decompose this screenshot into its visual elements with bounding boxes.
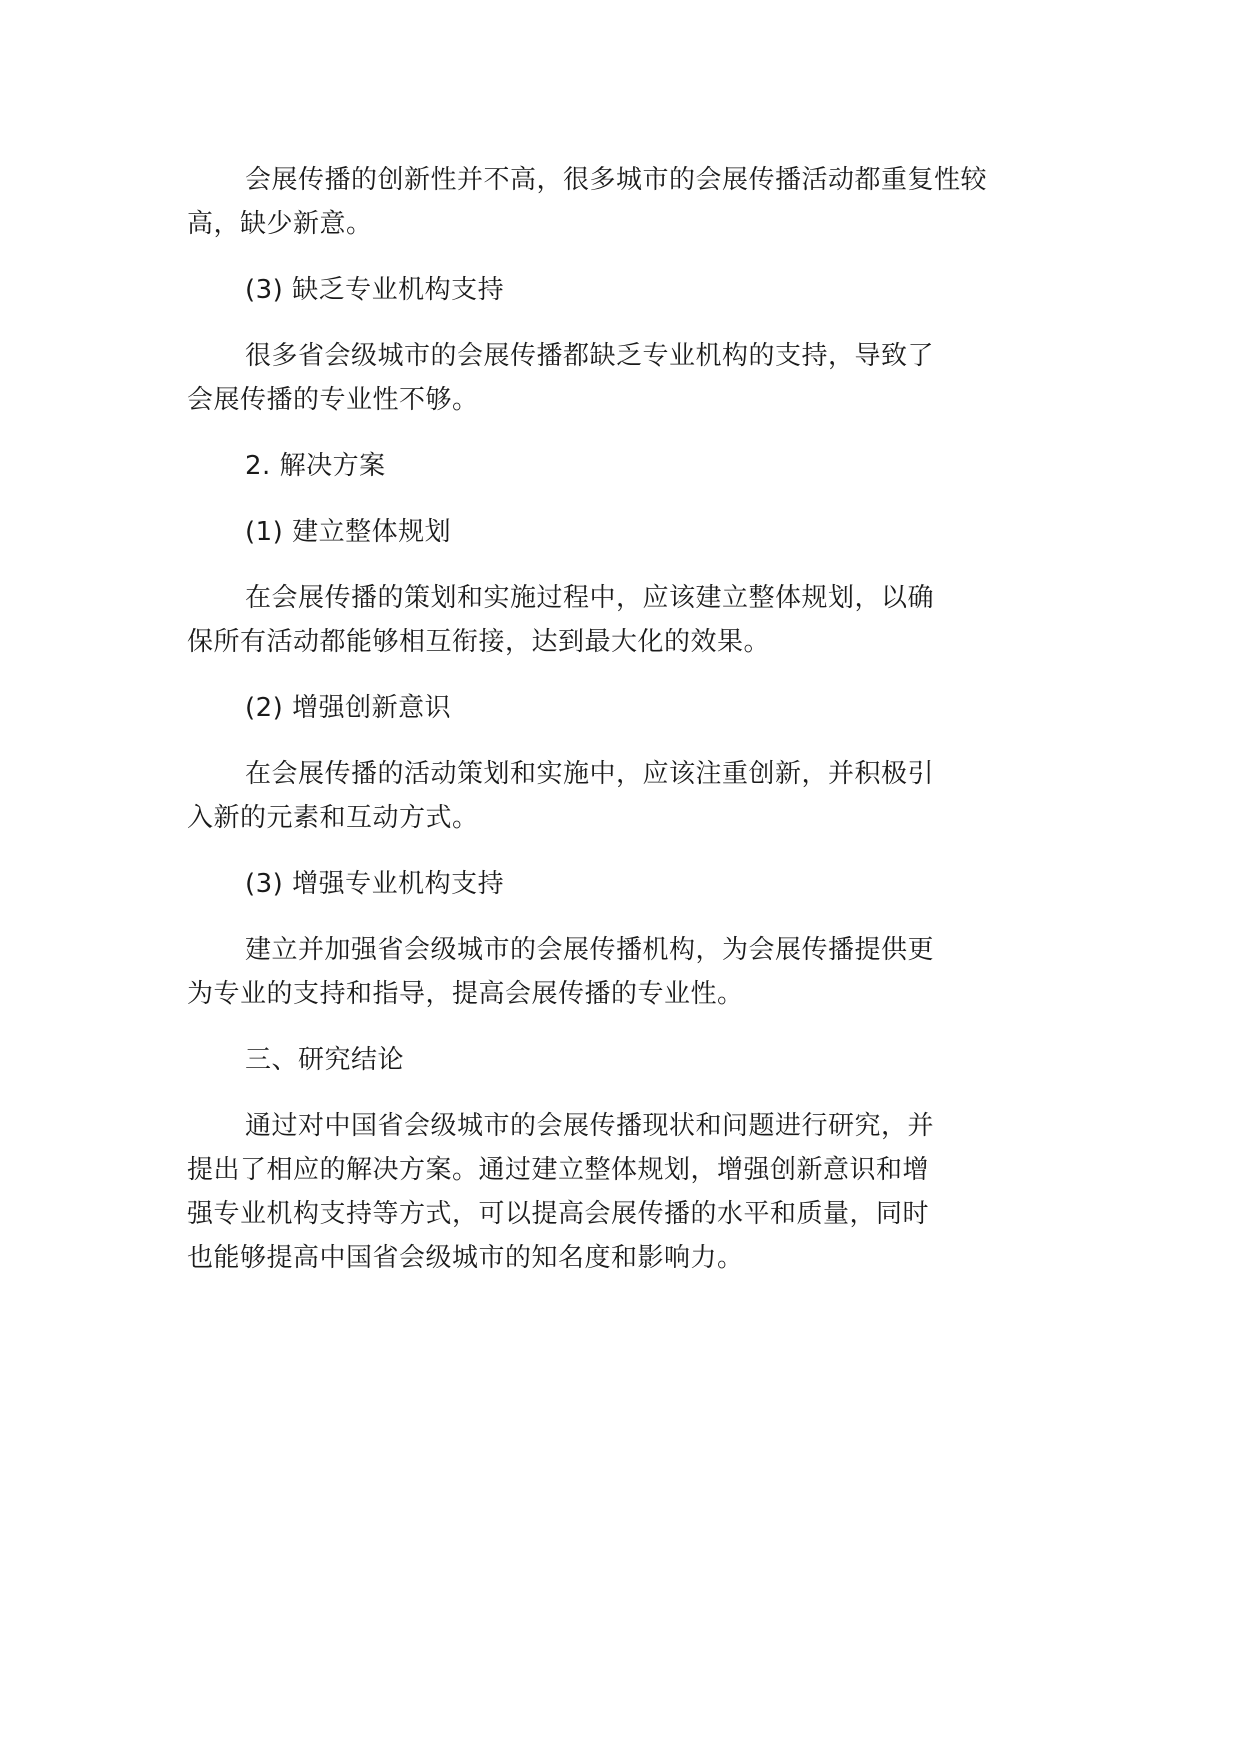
paragraph-gap [187, 422, 1077, 444]
section-heading: 三、研究结论 [245, 1045, 405, 1075]
paragraph-gap [187, 554, 1077, 576]
paragraph-gap [187, 730, 1077, 752]
body-paragraph: 在会展传播的活动策划和实施中，应该注重创新，并积极引入新的元素和互动方式。 [187, 759, 935, 833]
paragraph-gap [187, 1082, 1077, 1104]
paragraph-gap [187, 312, 1077, 334]
body-paragraph: 建立并加强省会级城市的会展传播机构，为会展传播提供更为专业的支持和指导，提高会展传播的专业性。 [187, 935, 935, 1009]
paragraph-gap [187, 488, 1077, 510]
section-heading: 2. 解决方案 [245, 451, 386, 481]
subsection-heading: (3) 增强专业机构支持 [245, 869, 505, 899]
document-body [187, 158, 1077, 1280]
subsection-heading: (2) 增强创新意识 [245, 693, 452, 723]
paragraph-gap [187, 840, 1077, 862]
body-paragraph: 在会展传播的策划和实施过程中，应该建立整体规划，以确保所有活动都能够相互衔接，达到最大化的效果。 [187, 583, 935, 657]
paragraph-gap [187, 664, 1077, 686]
body-paragraph: 会展传播的创新性并不高，很多城市的会展传播活动都重复性较高，缺少新意。 [187, 165, 988, 239]
subsection-heading: (1) 建立整体规划 [245, 517, 452, 547]
conclusion-paragraph: 通过对中国省会级城市的会展传播现状和问题进行研究，并提出了相应的解决方案。通过建立整体规划，增强创新意识和增强专业机构支持等方式，可以提高会展传播的水平和质量，同时也能够提高中国省会级城市的知名度和影响力。 [187, 1111, 935, 1273]
subsection-heading: (3) 缺乏专业机构支持 [245, 275, 505, 305]
body-paragraph: 很多省会级城市的会展传播都缺乏专业机构的支持，导致了会展传播的专业性不够。 [187, 341, 935, 415]
paragraph-gap [187, 1016, 1077, 1038]
paragraph-gap [187, 906, 1077, 928]
paragraph-gap [187, 246, 1077, 268]
